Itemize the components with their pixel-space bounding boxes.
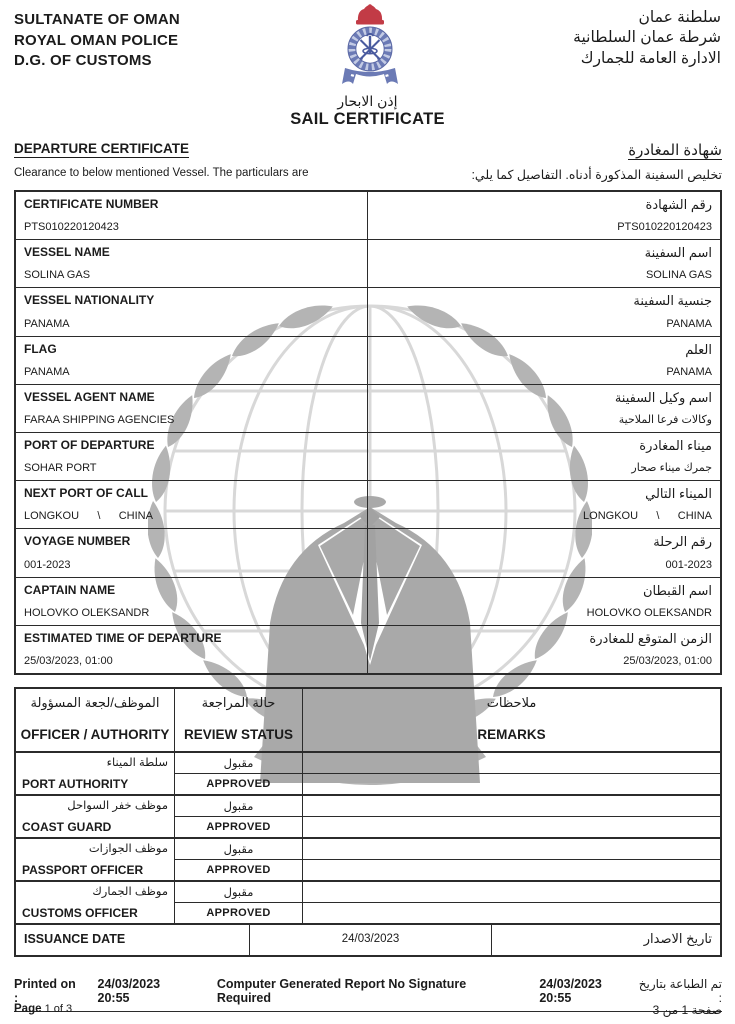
approval-row-port-authority — [16, 753, 720, 796]
field-value: PANAMA — [24, 365, 70, 378]
table-row-port-of-departure — [16, 433, 720, 481]
departure-certificate-heading: DEPARTURE CERTIFICATE — [14, 141, 189, 156]
review-status-header — [175, 689, 303, 751]
table-row-voyage-number — [16, 529, 720, 577]
cell-en — [16, 481, 368, 528]
page-value: 1 of 3 — [44, 1003, 73, 1015]
clearance-statement-row — [14, 167, 722, 182]
field-value: SOHAR PORT — [24, 462, 97, 475]
field-value-ar: وكالات فرعا الملاحية — [618, 414, 712, 427]
issuance-date-label: ISSUANCE DATE — [16, 925, 250, 955]
field-value-ar: جمرك ميناء صحار — [631, 462, 712, 475]
remarks-cell — [303, 774, 720, 794]
issuance-date-value: 24/03/2023 — [250, 925, 492, 955]
clearance-statement-en: Clearance to below mentioned Vessel. The particulars are — [14, 167, 309, 179]
field-label: NEXT PORT OF CALL — [24, 486, 148, 501]
departure-certificate-heading-ar: شهادة المغادرة — [628, 142, 722, 159]
status-remarks-cell — [175, 839, 720, 880]
subtitle-row — [14, 141, 722, 160]
field-label-ar: الميناء التالي — [645, 486, 712, 502]
cell-en — [16, 626, 368, 673]
field-value-ar: PANAMA — [666, 317, 712, 330]
field-label-ar: رقم الشهادة — [645, 197, 712, 212]
remarks-cell — [303, 796, 720, 816]
cell-ar — [368, 240, 720, 287]
status-remarks-cell — [175, 796, 720, 837]
issuer-line-en: ROYAL OMAN POLICE — [14, 31, 179, 49]
cell-en — [16, 337, 368, 384]
field-label: CAPTAIN NAME — [24, 582, 116, 597]
cell-ar — [368, 385, 720, 432]
approval-table — [14, 687, 722, 957]
header-label-en: REVIEW STATUS — [183, 727, 293, 742]
status-strip-ar — [175, 882, 720, 903]
status-remarks-cell — [175, 753, 720, 794]
officer-label-ar: موظف الجوازات — [88, 843, 168, 855]
issuer-line-ar: سلطنة عمان — [638, 9, 721, 26]
field-label-ar: اسم وكيل السفينة — [614, 389, 712, 405]
field-label: CERTIFICATE NUMBER — [24, 197, 159, 211]
status-strip-ar — [175, 753, 720, 774]
field-label: ESTIMATED TIME OF DEPARTURE — [24, 630, 222, 645]
field-label-ar: رقم الرحلة — [653, 534, 712, 550]
officer-label-en: PORT AUTHORITY — [22, 777, 129, 791]
remarks-cell — [303, 753, 720, 773]
approval-row-customs-officer — [16, 882, 720, 925]
generated-report-notice: Computer Generated Report No Signature Required — [216, 977, 467, 1005]
table-row-captain-name — [16, 578, 720, 626]
issuance-date-row — [16, 925, 720, 955]
header-label-en: OFFICER / AUTHORITY — [20, 727, 170, 742]
field-value: 25/03/2023, 01:00 — [24, 655, 113, 668]
issuer-line-ar: الادارة العامة للجمارك — [580, 49, 721, 67]
printed-on-label-ar: تم الطباعة بتاريخ : — [638, 977, 722, 1005]
header-label-ar: حالة المراجعة — [201, 695, 276, 710]
field-label: FLAG — [24, 341, 57, 356]
officer-label-ar: موظف الجمارك — [92, 886, 168, 898]
table-row-vessel-agent — [16, 385, 720, 433]
table-row-estimated-departure — [16, 626, 720, 673]
table-row-vessel-name — [16, 240, 720, 288]
document-title-en: SAIL CERTIFICATE — [290, 110, 445, 128]
vessel-details-table — [14, 190, 722, 675]
issuance-date-label-ar: تاريخ الاصدار — [643, 931, 712, 946]
status-strip-ar — [175, 796, 720, 817]
document-title-ar: إذن الابحار — [337, 93, 398, 109]
status-strip-en — [175, 860, 720, 880]
issuer-line-en: SULTANATE OF OMAN — [14, 11, 180, 28]
header-label-en: REMARKS — [477, 727, 546, 742]
table-row-certificate-number — [16, 192, 720, 240]
cell-ar — [368, 337, 720, 384]
status-badge-ar: مقبول — [175, 753, 303, 773]
field-value-ar: PTS010220120423 — [617, 221, 712, 234]
officer-cell — [16, 796, 175, 837]
field-value-ar: PANAMA — [666, 365, 712, 378]
officer-cell — [16, 839, 175, 880]
officer-label-en: PASSPORT OFFICER — [22, 863, 144, 877]
status-remarks-cell — [175, 882, 720, 923]
approval-row-coast-guard — [16, 796, 720, 839]
cell-en — [16, 240, 368, 287]
issuer-line-ar: شرطة عمان السلطانية — [573, 29, 721, 47]
field-value: HOLOVKO OLEKSANDR — [24, 606, 150, 619]
printed-on-datetime-2: 24/03/2023 20:55 — [539, 977, 602, 1005]
status-badge-en: APPROVED — [175, 860, 303, 880]
field-value: FARAA SHIPPING AGENCIES — [24, 414, 175, 427]
field-label: VESSEL AGENT NAME — [24, 389, 155, 404]
page-number-ar: صفحة 1 من 3 — [652, 1003, 722, 1017]
status-strip-en — [175, 903, 720, 923]
cell-en — [16, 385, 368, 432]
field-value-ar: HOLOVKO OLEKSANDR — [586, 606, 712, 619]
cell-ar — [368, 433, 720, 480]
page-number-en — [14, 1003, 72, 1017]
page-label: Page — [14, 1003, 42, 1015]
status-badge-en: APPROVED — [175, 817, 303, 837]
officer-label-en: COAST GUARD — [22, 820, 112, 834]
cell-en — [16, 529, 368, 576]
issuer-line-en: D.G. OF CUSTOMS — [14, 52, 152, 70]
approval-row-passport-officer — [16, 839, 720, 882]
field-label: VOYAGE NUMBER — [24, 534, 131, 549]
field-label-ar: جنسية السفينة — [633, 293, 712, 309]
field-label-ar: اسم القبطان — [642, 582, 712, 598]
officer-cell — [16, 882, 175, 923]
cell-ar — [368, 529, 720, 576]
officer-label-ar: سلطة الميناء — [106, 757, 168, 769]
approval-header-row — [16, 689, 720, 753]
printed-on-datetime: 24/03/2023 20:55 — [97, 977, 161, 1005]
field-label-ar: العلم — [685, 341, 712, 357]
field-label-ar: ميناء المغادرة — [639, 438, 712, 454]
remarks-cell — [303, 903, 720, 923]
field-label-ar: الزمن المتوقع للمغادرة — [589, 630, 712, 646]
remarks-cell — [303, 839, 720, 859]
page-number-row — [14, 1003, 722, 1017]
cell-ar — [368, 626, 720, 673]
remarks-header — [303, 689, 720, 751]
cell-ar — [368, 481, 720, 528]
cell-en — [16, 433, 368, 480]
header-label-ar: الموظف/لجعة المسؤولة — [30, 695, 160, 710]
header-label-ar: ملاحظات — [486, 695, 537, 710]
royal-oman-police-emblem-icon — [322, 3, 418, 93]
remarks-cell — [303, 817, 720, 837]
clearance-statement-ar: تخليص السفينة المذكورة أدناه. التفاصيل كما يلي: — [471, 168, 722, 182]
cell-en — [16, 192, 368, 239]
printed-on-label: Printed on : — [14, 977, 76, 1005]
field-value: PTS010220120423 — [24, 221, 119, 234]
cell-en — [16, 578, 368, 625]
status-badge-en: APPROVED — [175, 903, 303, 923]
cell-ar — [368, 192, 720, 239]
status-strip-ar — [175, 839, 720, 860]
field-label: VESSEL NAME — [24, 245, 110, 260]
status-strip-en — [175, 817, 720, 837]
field-value-ar: 25/03/2023, 01:00 — [623, 655, 712, 668]
field-value-ar: LONGKOU \ CHINA — [583, 510, 712, 523]
status-strip-en — [175, 774, 720, 794]
officer-label-en: CUSTOMS OFFICER — [22, 906, 138, 920]
status-badge-en: APPROVED — [175, 774, 303, 794]
table-row-vessel-nationality — [16, 288, 720, 336]
field-value: 001-2023 — [24, 558, 71, 571]
field-value: PANAMA — [24, 317, 70, 330]
field-value-ar: 001-2023 — [665, 558, 712, 571]
issuer-block-ar — [573, 8, 721, 69]
field-label: VESSEL NATIONALITY — [24, 293, 155, 308]
field-value: LONGKOU \ CHINA — [24, 510, 153, 523]
field-value-ar: SOLINA GAS — [645, 269, 712, 282]
table-row-next-port-of-call — [16, 481, 720, 529]
cell-ar — [368, 288, 720, 335]
officer-cell — [16, 753, 175, 794]
remarks-cell — [303, 882, 720, 902]
field-label-ar: اسم السفينة — [644, 245, 712, 261]
cell-ar — [368, 578, 720, 625]
field-value: SOLINA GAS — [24, 269, 91, 282]
officer-authority-header — [16, 689, 175, 751]
status-badge-ar: مقبول — [175, 882, 303, 902]
remarks-cell — [303, 860, 720, 880]
cell-en — [16, 288, 368, 335]
status-badge-ar: مقبول — [175, 839, 303, 859]
table-row-flag — [16, 337, 720, 385]
field-label: PORT OF DEPARTURE — [24, 438, 155, 453]
status-badge-ar: مقبول — [175, 796, 303, 816]
issuer-block-en — [14, 10, 180, 72]
officer-label-ar: موظف خفر السواحل — [67, 800, 168, 812]
